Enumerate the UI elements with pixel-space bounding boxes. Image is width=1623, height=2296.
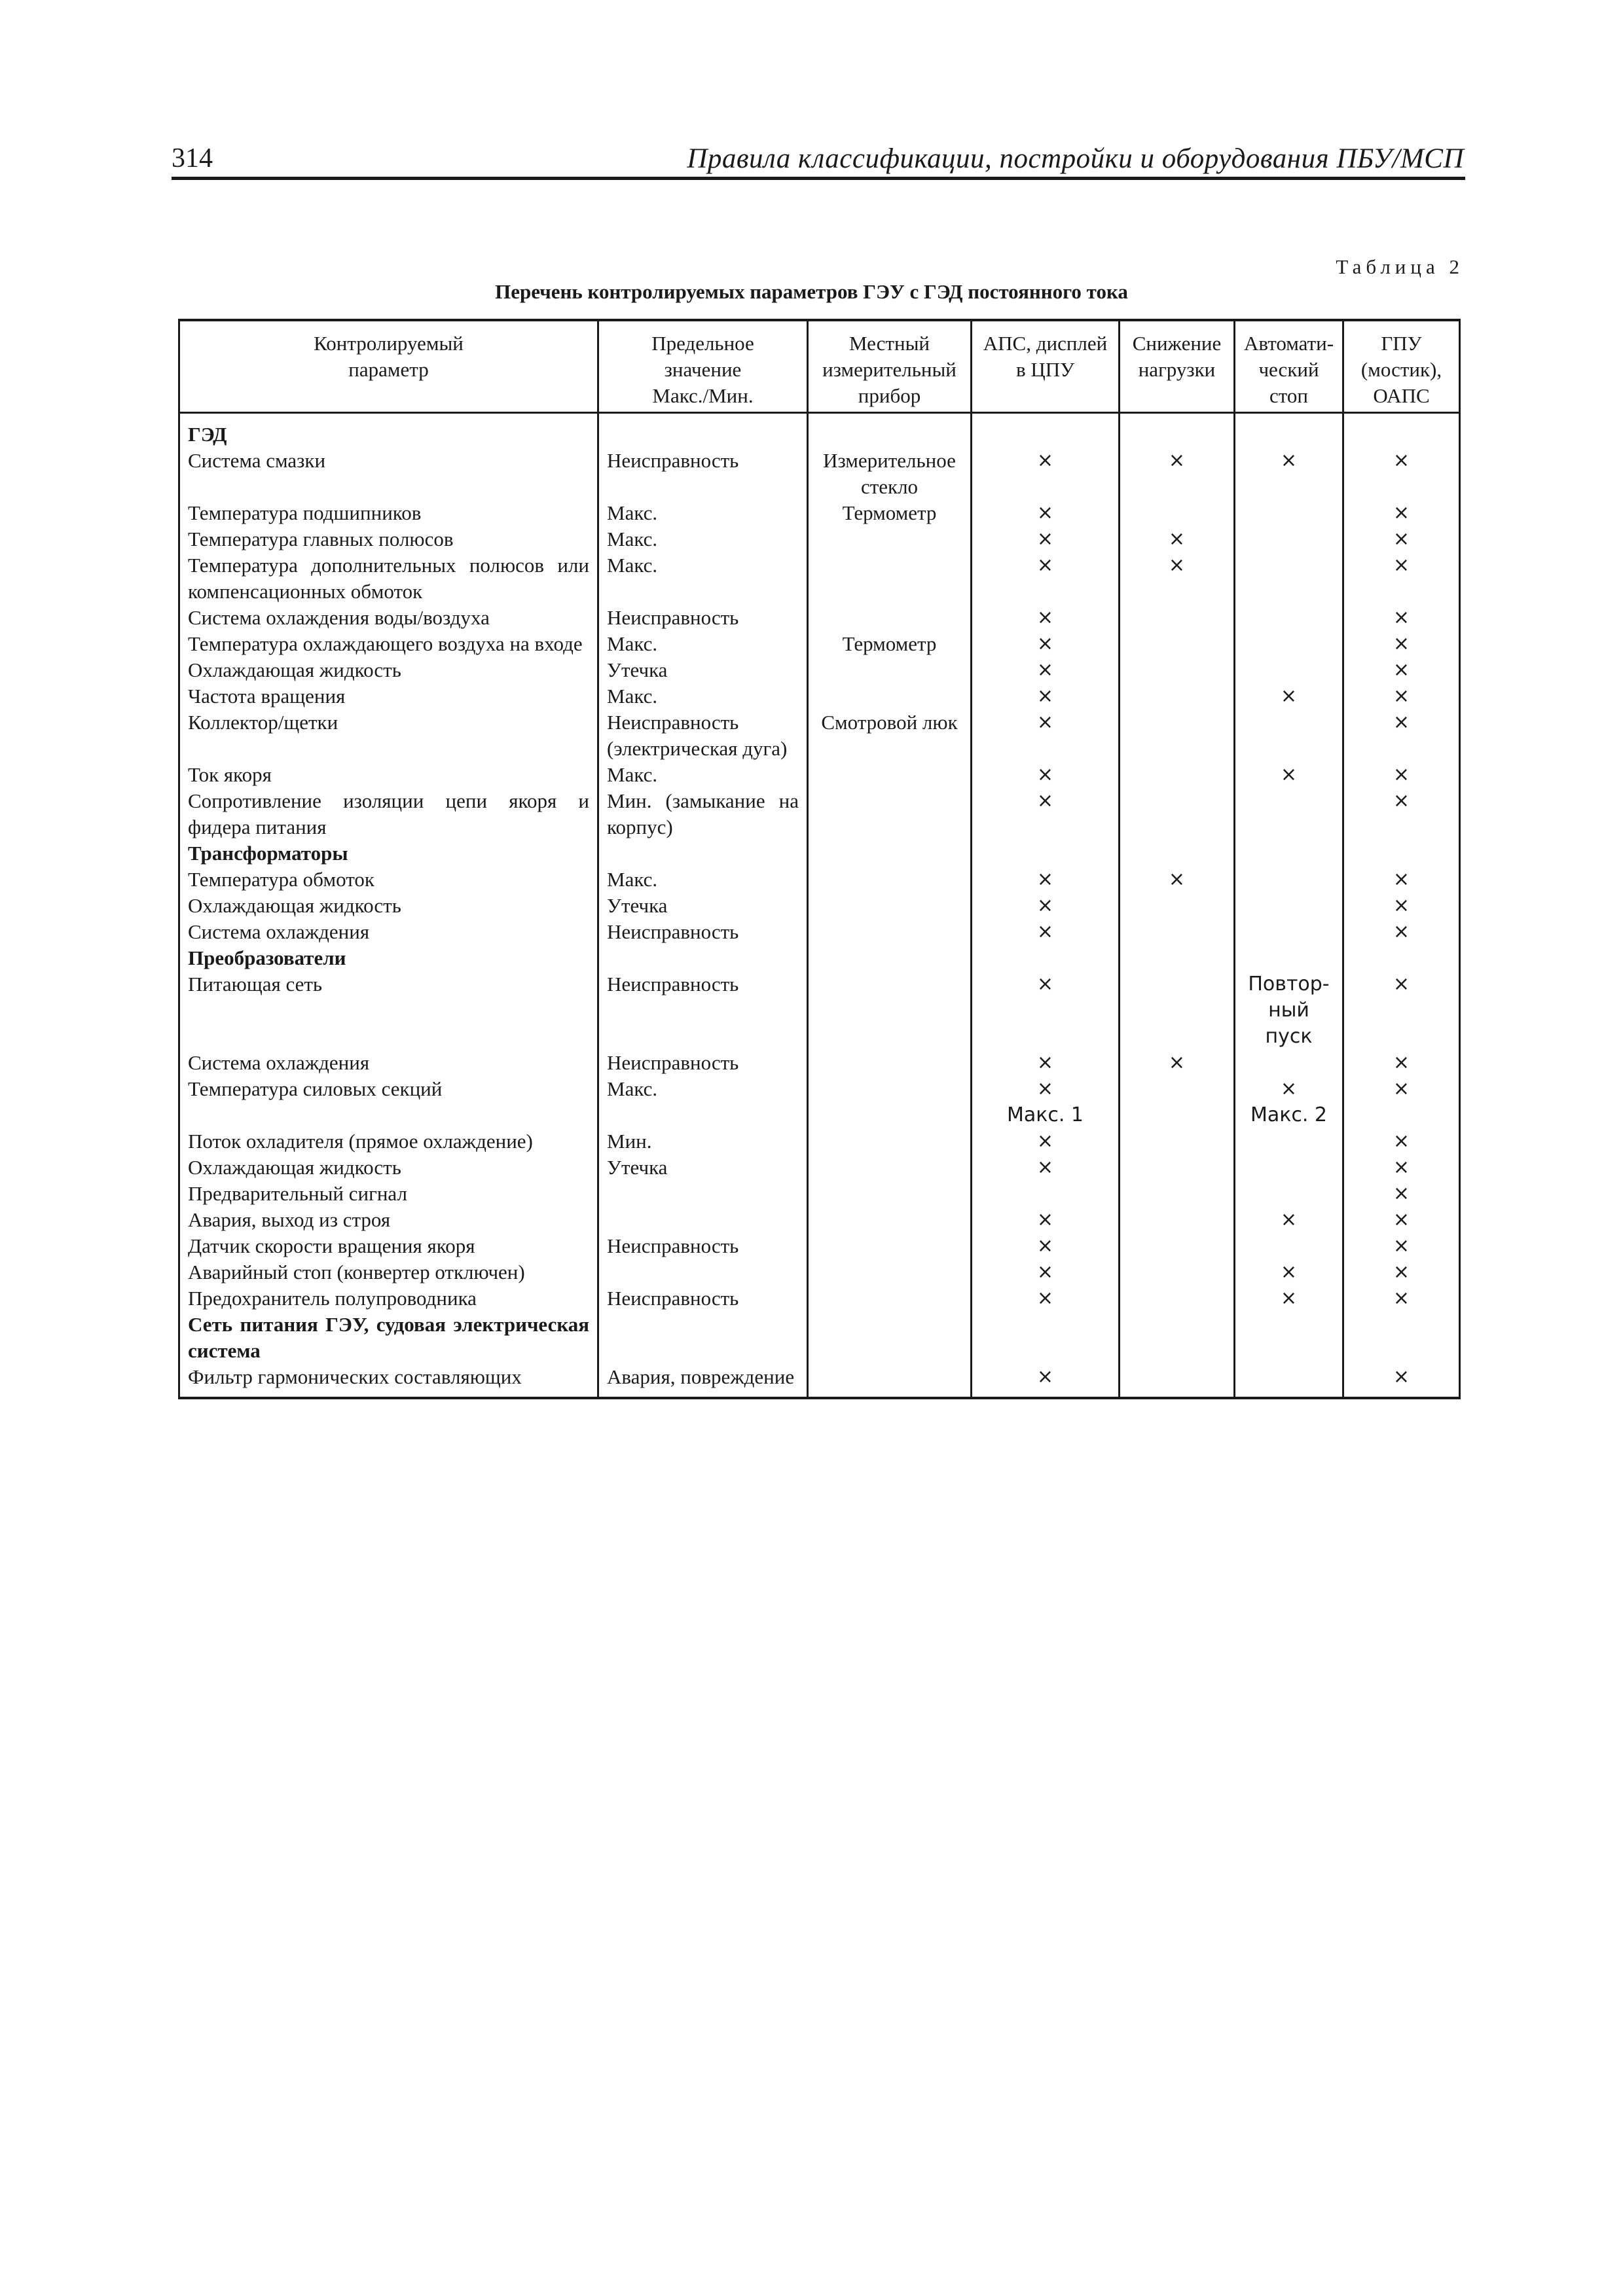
row-auto-stop [1235, 1050, 1343, 1076]
row-load-reduction [1120, 1259, 1235, 1285]
table-body [179, 413, 1460, 1399]
table-row [179, 1259, 1460, 1285]
table-row [179, 788, 1460, 840]
table-row [179, 867, 1460, 893]
row-load-reduction [1120, 893, 1235, 919]
row-aps-display: × [972, 631, 1120, 657]
row-auto-stop [1235, 500, 1343, 526]
row-aps-display: × [972, 657, 1120, 683]
row-load-reduction [1120, 709, 1235, 762]
row-aps-display: × [972, 1364, 1120, 1398]
row-parameter: Температура силовых секций [179, 1076, 598, 1128]
row-bridge-alarm [1343, 840, 1460, 867]
row-bridge-alarm: × [1343, 552, 1460, 605]
column-header-local-instrument: Местный измерительный прибор [808, 320, 972, 413]
row-local-instrument [808, 1364, 972, 1398]
table-header-row [179, 320, 1460, 413]
row-bridge-alarm: × [1343, 762, 1460, 788]
row-auto-stop [1235, 1128, 1343, 1155]
row-aps-display: × [972, 1233, 1120, 1259]
row-aps-display: × [972, 448, 1120, 500]
row-limit-value: Утечка [598, 1155, 808, 1181]
table-row [179, 1285, 1460, 1312]
table-row [179, 1233, 1460, 1259]
row-auto-stop [1235, 552, 1343, 605]
row-load-reduction: × [1120, 1050, 1235, 1076]
column-header-parameter: Контролируемый параметр [179, 320, 598, 413]
row-parameter: Датчик скорости вращения якоря [179, 1233, 598, 1259]
row-parameter: Фильтр гармонических составляющих [179, 1364, 598, 1398]
header-rule [172, 177, 1465, 180]
row-aps-display: × [972, 1128, 1120, 1155]
row-bridge-alarm: × [1343, 1076, 1460, 1128]
row-load-reduction [1120, 1312, 1235, 1364]
row-aps-display [972, 1181, 1120, 1207]
row-aps-display: × [972, 526, 1120, 552]
row-load-reduction [1120, 788, 1235, 840]
row-auto-stop [1235, 709, 1343, 762]
row-limit-value: Неисправность [598, 605, 808, 631]
row-local-instrument [808, 413, 972, 448]
table-row [179, 1155, 1460, 1181]
row-load-reduction: × [1120, 448, 1235, 500]
row-auto-stop: × [1235, 762, 1343, 788]
row-bridge-alarm: × [1343, 971, 1460, 1050]
row-auto-stop [1235, 945, 1343, 971]
row-local-instrument [808, 1233, 972, 1259]
row-bridge-alarm [1343, 1312, 1460, 1364]
row-load-reduction: × [1120, 867, 1235, 893]
row-aps-display: × [972, 788, 1120, 840]
row-bridge-alarm: × [1343, 657, 1460, 683]
row-auto-stop: × [1235, 683, 1343, 709]
row-limit-value: Утечка [598, 893, 808, 919]
row-parameter: Сеть питания ГЭУ, судовая электрическая система [179, 1312, 598, 1364]
row-bridge-alarm: × [1343, 1285, 1460, 1312]
table-row [179, 709, 1460, 762]
row-aps-display: × [972, 683, 1120, 709]
table-row [179, 1128, 1460, 1155]
row-limit-value: Макс. [598, 683, 808, 709]
row-bridge-alarm: × [1343, 1233, 1460, 1259]
row-local-instrument [808, 919, 972, 945]
row-aps-display [972, 1312, 1120, 1364]
row-aps-display: × [972, 500, 1120, 526]
row-auto-stop: × [1235, 1285, 1343, 1312]
row-load-reduction [1120, 657, 1235, 683]
row-bridge-alarm [1343, 945, 1460, 971]
row-bridge-alarm: × [1343, 605, 1460, 631]
row-parameter: Предохранитель полупроводника [179, 1285, 598, 1312]
row-limit-value: Утечка [598, 657, 808, 683]
row-parameter: Охлаждающая жидкость [179, 1155, 598, 1181]
row-limit-value: Макс. [598, 500, 808, 526]
row-local-instrument [808, 867, 972, 893]
table-row [179, 526, 1460, 552]
row-aps-display: × [972, 709, 1120, 762]
row-load-reduction [1120, 945, 1235, 971]
table-row [179, 1207, 1460, 1233]
row-parameter: Частота вращения [179, 683, 598, 709]
row-limit-value [598, 413, 808, 448]
row-bridge-alarm: × [1343, 1128, 1460, 1155]
row-local-instrument [808, 1076, 972, 1128]
row-auto-stop [1235, 788, 1343, 840]
row-load-reduction [1120, 1207, 1235, 1233]
row-parameter: Температура охлаждающего воздуха на входе [179, 631, 598, 657]
row-bridge-alarm: × [1343, 526, 1460, 552]
row-local-instrument [808, 1259, 972, 1285]
row-load-reduction [1120, 1364, 1235, 1398]
row-local-instrument [808, 945, 972, 971]
row-local-instrument [808, 683, 972, 709]
table-row [179, 919, 1460, 945]
table-label: Таблица 2 [1336, 255, 1464, 278]
row-limit-value: Мин. (замыкание на корпус) [598, 788, 808, 840]
row-limit-value: Неисправность [598, 448, 808, 500]
table-row [179, 1181, 1460, 1207]
parameters-table [178, 319, 1461, 1399]
row-limit-value: Неисправность [598, 919, 808, 945]
row-bridge-alarm [1343, 413, 1460, 448]
row-load-reduction [1120, 919, 1235, 945]
row-parameter: Предварительный сигнал [179, 1181, 598, 1207]
row-local-instrument [808, 657, 972, 683]
row-parameter: Преобразователи [179, 945, 598, 971]
table-row [179, 631, 1460, 657]
column-header-load-reduction: Снижение нагрузки [1120, 320, 1235, 413]
row-bridge-alarm: × [1343, 500, 1460, 526]
table-row [179, 683, 1460, 709]
row-local-instrument: Термометр [808, 500, 972, 526]
row-parameter: Охлаждающая жидкость [179, 893, 598, 919]
row-parameter: Температура обмоток [179, 867, 598, 893]
table-row [179, 448, 1460, 500]
row-bridge-alarm: × [1343, 893, 1460, 919]
row-parameter: Ток якоря [179, 762, 598, 788]
column-header-auto-stop: Автомати- ческий стоп [1235, 320, 1343, 413]
section-row [179, 413, 1460, 448]
row-load-reduction [1120, 762, 1235, 788]
row-auto-stop [1235, 919, 1343, 945]
row-bridge-alarm: × [1343, 709, 1460, 762]
column-header-bridge: ГПУ (мостик), ОАПС [1343, 320, 1460, 413]
row-parameter: ГЭД [179, 413, 598, 448]
row-load-reduction [1120, 500, 1235, 526]
row-local-instrument [808, 1128, 972, 1155]
row-auto-stop [1235, 605, 1343, 631]
row-limit-value: Макс. [598, 867, 808, 893]
row-parameter: Аварийный стоп (конвертер отключен) [179, 1259, 598, 1285]
row-load-reduction [1120, 631, 1235, 657]
row-auto-stop [1235, 1233, 1343, 1259]
row-parameter: Температура подшипников [179, 500, 598, 526]
section-row [179, 840, 1460, 867]
row-local-instrument [808, 1285, 972, 1312]
row-bridge-alarm: × [1343, 867, 1460, 893]
row-load-reduction [1120, 1285, 1235, 1312]
row-parameter: Система смазки [179, 448, 598, 500]
row-load-reduction: × [1120, 552, 1235, 605]
row-parameter: Температура дополнительных полюсов или компенсационных обмоток [179, 552, 598, 605]
row-aps-display [972, 413, 1120, 448]
table-row [179, 605, 1460, 631]
row-aps-display: × [972, 605, 1120, 631]
row-bridge-alarm: × [1343, 683, 1460, 709]
row-limit-value [598, 945, 808, 971]
table-row [179, 893, 1460, 919]
row-local-instrument [808, 971, 972, 1050]
row-parameter: Коллектор/щетки [179, 709, 598, 762]
row-local-instrument: Смотровой люк [808, 709, 972, 762]
row-local-instrument [808, 1155, 972, 1181]
row-local-instrument [808, 893, 972, 919]
row-local-instrument [808, 1181, 972, 1207]
row-load-reduction [1120, 605, 1235, 631]
row-bridge-alarm: × [1343, 1364, 1460, 1398]
row-limit-value: Неисправность [598, 1285, 808, 1312]
row-auto-stop: × [1235, 1259, 1343, 1285]
page-number: 314 [172, 143, 213, 173]
row-local-instrument [808, 1207, 972, 1233]
row-auto-stop [1235, 840, 1343, 867]
table-row [179, 552, 1460, 605]
row-load-reduction [1120, 971, 1235, 1050]
row-bridge-alarm: × [1343, 788, 1460, 840]
row-aps-display: × [972, 919, 1120, 945]
row-aps-display: × [972, 893, 1120, 919]
row-local-instrument [808, 526, 972, 552]
row-auto-stop: × [1235, 448, 1343, 500]
row-local-instrument [808, 762, 972, 788]
row-parameter: Сопротивление изоляции цепи якоря и фидера питания [179, 788, 598, 840]
row-parameter: Система охлаждения [179, 919, 598, 945]
row-auto-stop [1235, 893, 1343, 919]
row-aps-display: × [972, 1155, 1120, 1181]
row-limit-value: Макс. [598, 631, 808, 657]
row-local-instrument [808, 788, 972, 840]
table-row [179, 657, 1460, 683]
row-auto-stop [1235, 867, 1343, 893]
section-row [179, 945, 1460, 971]
row-bridge-alarm: × [1343, 919, 1460, 945]
row-auto-stop: × Макс. 2 [1235, 1076, 1343, 1128]
row-limit-value: Макс. [598, 552, 808, 605]
row-load-reduction [1120, 1076, 1235, 1128]
row-local-instrument: Измерительное стекло [808, 448, 972, 500]
row-aps-display: × [972, 762, 1120, 788]
row-bridge-alarm: × [1343, 1207, 1460, 1233]
section-row [179, 1312, 1460, 1364]
row-local-instrument [808, 840, 972, 867]
table-row [179, 500, 1460, 526]
row-aps-display: × Макс. 1 [972, 1076, 1120, 1128]
row-limit-value: Макс. [598, 526, 808, 552]
table-row [179, 971, 1460, 1050]
row-limit-value [598, 1312, 808, 1364]
row-local-instrument: Термометр [808, 631, 972, 657]
column-header-aps-display: АПС, дисплей в ЦПУ [972, 320, 1120, 413]
row-limit-value: Неисправность (электрическая дуга) [598, 709, 808, 762]
row-aps-display: × [972, 971, 1120, 1050]
row-limit-value [598, 840, 808, 867]
row-load-reduction [1120, 413, 1235, 448]
row-load-reduction [1120, 1181, 1235, 1207]
row-bridge-alarm: × [1343, 1155, 1460, 1181]
row-limit-value: Неисправность [598, 1233, 808, 1259]
row-load-reduction [1120, 1128, 1235, 1155]
table-row [179, 1076, 1460, 1128]
row-parameter: Поток охладителя (прямое охлаждение) [179, 1128, 598, 1155]
running-title: Правила классификации, постройки и оборудования ПБУ/МСП [687, 143, 1464, 174]
table-row [179, 762, 1460, 788]
row-limit-value: Неисправность [598, 1050, 808, 1076]
row-auto-stop [1235, 631, 1343, 657]
row-aps-display [972, 945, 1120, 971]
row-aps-display: × [972, 1050, 1120, 1076]
row-bridge-alarm: × [1343, 1181, 1460, 1207]
row-limit-value: Авария, повреждение [598, 1364, 808, 1398]
row-bridge-alarm: × [1343, 448, 1460, 500]
column-header-limit: Предельное значение Макс./Мин. [598, 320, 808, 413]
row-auto-stop [1235, 1155, 1343, 1181]
row-bridge-alarm: × [1343, 1259, 1460, 1285]
row-load-reduction [1120, 1155, 1235, 1181]
row-auto-stop: × [1235, 1207, 1343, 1233]
row-load-reduction [1120, 683, 1235, 709]
row-load-reduction [1120, 840, 1235, 867]
row-auto-stop [1235, 1312, 1343, 1364]
row-local-instrument [808, 552, 972, 605]
row-limit-value: Макс. [598, 1076, 808, 1128]
row-auto-stop [1235, 413, 1343, 448]
row-limit-value: Неисправность [598, 971, 808, 1050]
table-title: Перечень контролируемых параметров ГЭУ с ГЭД постоянного тока [495, 280, 1128, 303]
row-aps-display: × [972, 1285, 1120, 1312]
row-parameter: Система охлаждения воды/воздуха [179, 605, 598, 631]
row-aps-display [972, 840, 1120, 867]
row-parameter: Питающая сеть [179, 971, 598, 1050]
row-auto-stop [1235, 1181, 1343, 1207]
row-auto-stop [1235, 1364, 1343, 1398]
row-aps-display: × [972, 1207, 1120, 1233]
row-limit-value [598, 1207, 808, 1233]
row-parameter: Охлаждающая жидкость [179, 657, 598, 683]
row-aps-display: × [972, 867, 1120, 893]
row-parameter: Температура главных полюсов [179, 526, 598, 552]
row-bridge-alarm: × [1343, 1050, 1460, 1076]
row-aps-display: × [972, 552, 1120, 605]
row-bridge-alarm: × [1343, 631, 1460, 657]
row-local-instrument [808, 1312, 972, 1364]
table-row [179, 1050, 1460, 1076]
row-parameter: Система охлаждения [179, 1050, 598, 1076]
row-parameter: Авария, выход из строя [179, 1207, 598, 1233]
row-limit-value [598, 1181, 808, 1207]
row-limit-value: Макс. [598, 762, 808, 788]
row-parameter: Трансформаторы [179, 840, 598, 867]
row-auto-stop [1235, 526, 1343, 552]
table-row [179, 1364, 1460, 1398]
row-load-reduction [1120, 1233, 1235, 1259]
row-load-reduction: × [1120, 526, 1235, 552]
row-aps-display: × [972, 1259, 1120, 1285]
row-limit-value: Мин. [598, 1128, 808, 1155]
row-limit-value [598, 1259, 808, 1285]
row-local-instrument [808, 605, 972, 631]
row-auto-stop: Повтор- ный пуск [1235, 971, 1343, 1050]
row-local-instrument [808, 1050, 972, 1076]
row-auto-stop [1235, 657, 1343, 683]
